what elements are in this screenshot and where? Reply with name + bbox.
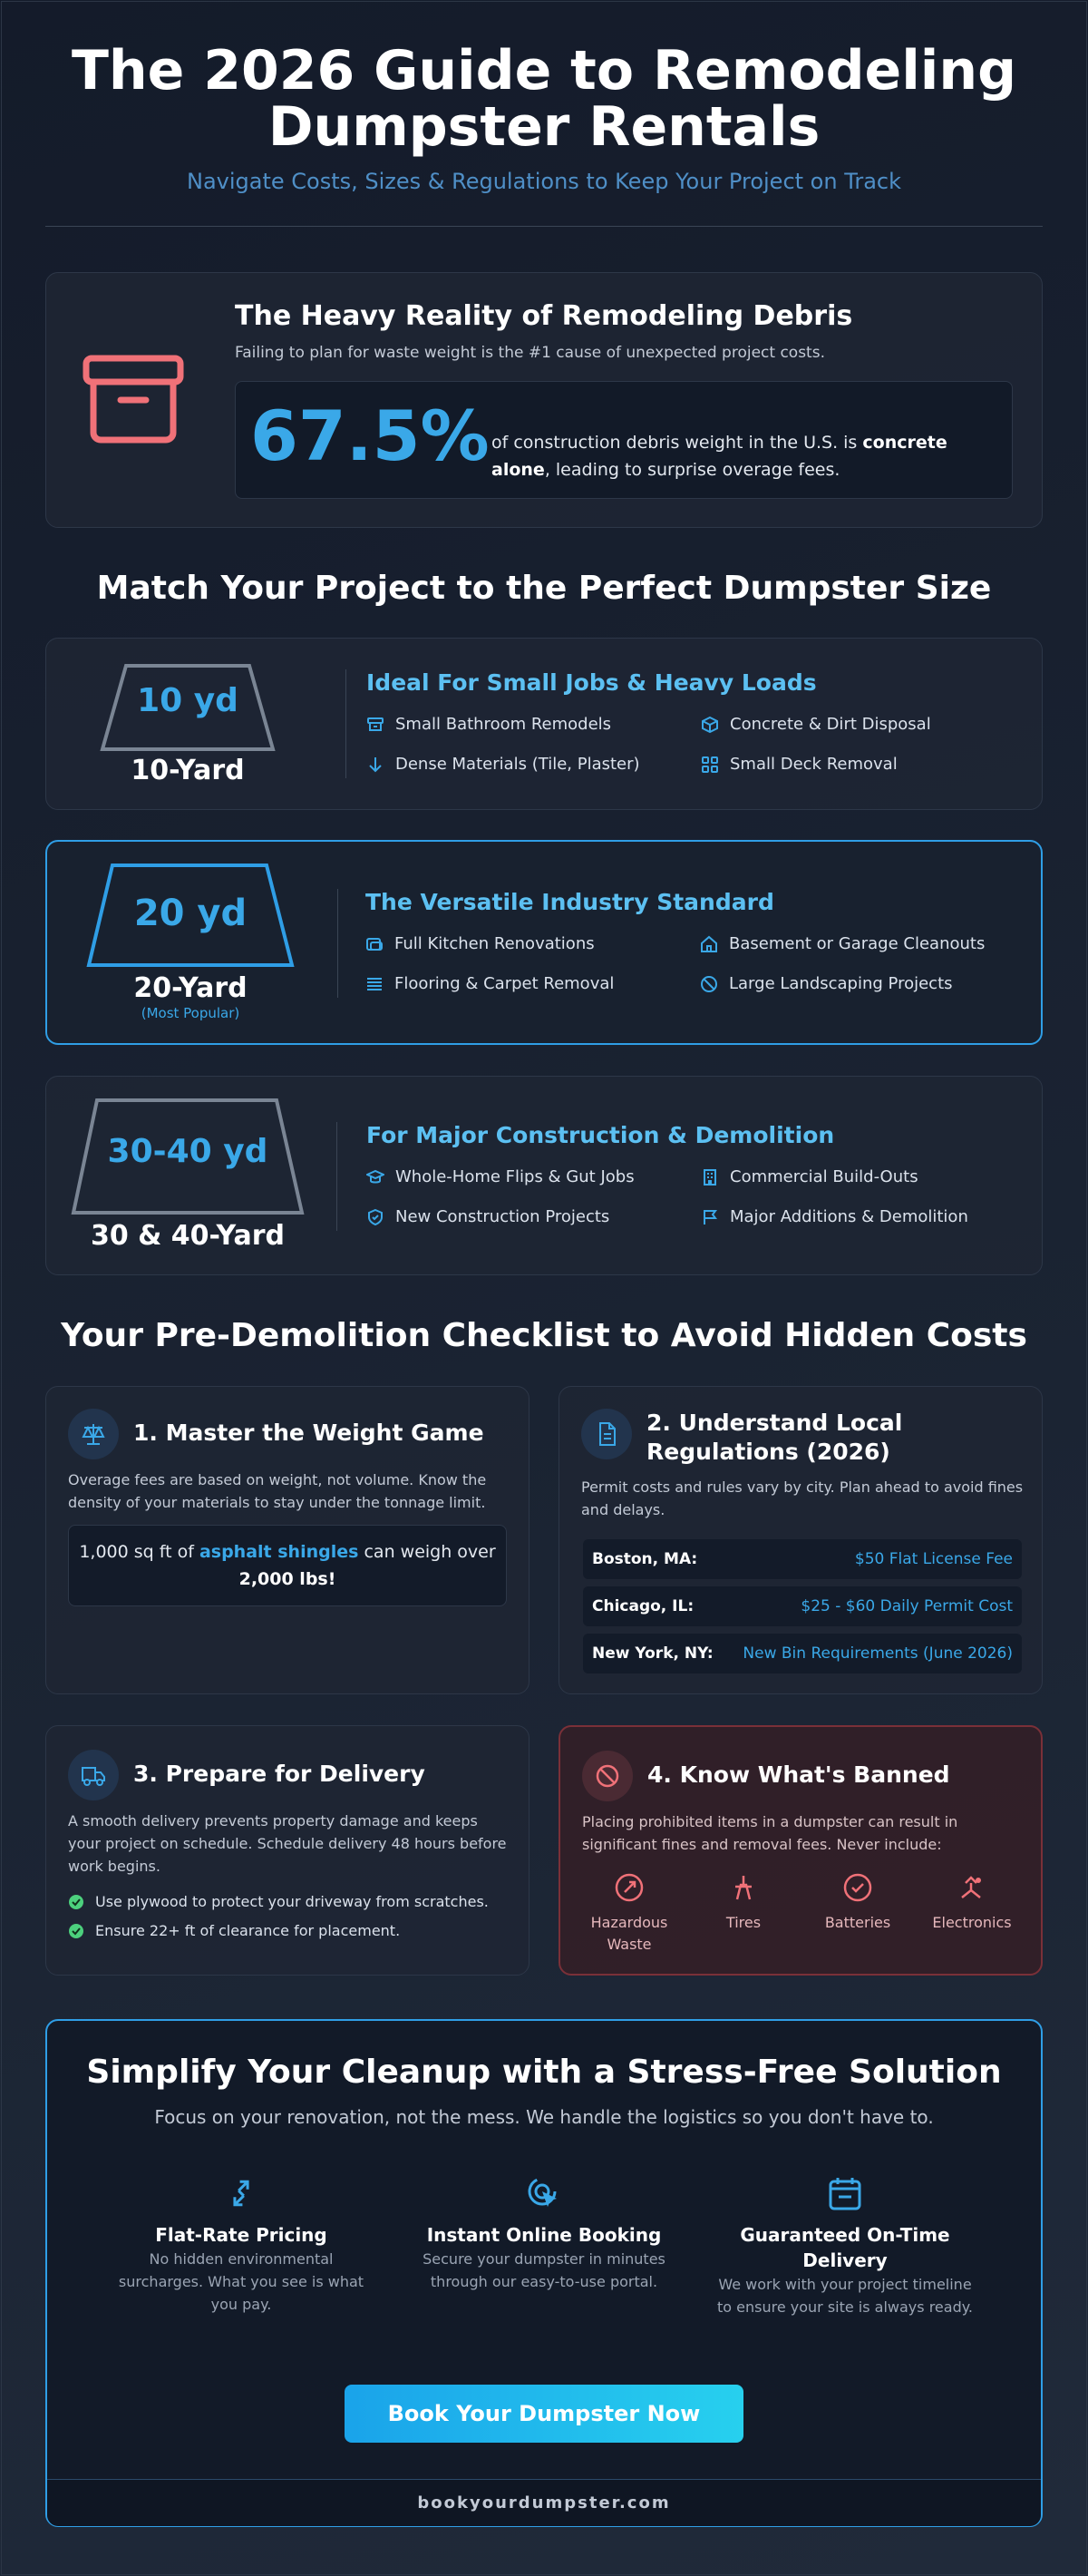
benefit-item — [709, 2222, 981, 2318]
reg-city: Boston, MA: — [592, 1550, 698, 1568]
reg-city: Chicago, IL: — [592, 1597, 695, 1615]
banned-label: Batteries — [824, 1914, 891, 1931]
benefit-item — [105, 2222, 377, 2316]
banned-item — [575, 1872, 684, 1956]
size-card-30-40 — [45, 1076, 1043, 1275]
building-icon — [701, 1168, 719, 1186]
feature-label: Major Additions & Demolition — [730, 1207, 968, 1226]
feature-label: Large Landscaping Projects — [729, 974, 953, 993]
regulations-card — [559, 1386, 1043, 1694]
size-divider — [336, 1122, 337, 1231]
document-icon — [581, 1409, 632, 1459]
banned-label: Tires — [725, 1914, 762, 1931]
check-label: Use plywood to protect your driveway from scratches. — [95, 1893, 489, 1910]
pointer-click-icon — [526, 2175, 562, 2215]
weight-title: 1. Master the Weight Game — [133, 1420, 484, 1446]
sizes-heading: Match Your Project to the Perfect Dumpster Size — [96, 570, 992, 607]
footer-url[interactable]: bookyourdumpster.com — [47, 2479, 1041, 2526]
size-divider — [337, 889, 338, 998]
page-subtitle: Navigate Costs, Sizes & Regulations to Keep Your Project on Track — [186, 169, 901, 194]
banned-item — [918, 1872, 1026, 1934]
callout-text: can weigh over — [364, 1542, 496, 1562]
benefit-desc: Secure your dumpster in minutes through our easy-to-use portal. — [423, 2250, 665, 2290]
benefit-desc: We work with your project timeline to ensure your site is always ready. — [716, 2276, 973, 2316]
size-card-10 — [45, 638, 1043, 810]
size-divider — [345, 669, 346, 778]
cube-icon — [701, 716, 719, 734]
delivery-card — [45, 1725, 529, 1976]
banned-item — [689, 1872, 798, 1934]
checklist-heading: Your Pre-Demolition Checklist to Avoid Hidden Costs — [61, 1317, 1027, 1354]
feature-label: Flooring & Carpet Removal — [394, 974, 615, 993]
size-card-20 — [45, 840, 1043, 1045]
regulation-row — [583, 1634, 1022, 1673]
size-name: 20-Yard — [133, 972, 248, 1004]
weight-card — [45, 1386, 529, 1694]
tire-icon — [728, 1872, 759, 1903]
layers-icon — [365, 975, 384, 993]
arrow-down-icon — [366, 756, 384, 774]
feature-label: Full Kitchen Renovations — [394, 934, 595, 953]
kitchen-icon — [365, 935, 384, 953]
stat-text-part-2: , leading to surprise overage fees. — [544, 460, 840, 480]
size-name: 10-Yard — [131, 755, 245, 786]
reality-title: The Heavy Reality of Remodeling Debris — [235, 300, 853, 332]
regulations-desc: Permit costs and rules vary by city. Plan ahead to avoid fines and delays. — [581, 1478, 1024, 1518]
stat-text-bold: concrete alone — [491, 433, 947, 480]
size-badge: 30-40 yd — [107, 1133, 268, 1170]
reg-value: $50 Flat License Fee — [854, 1550, 1013, 1568]
feature-item — [366, 1207, 609, 1226]
grid-icon — [701, 756, 719, 774]
feature-item — [365, 934, 595, 953]
feature-item — [700, 934, 985, 953]
check-item — [68, 1922, 400, 1939]
weight-callout — [68, 1525, 507, 1606]
delivery-desc: A smooth delivery prevents property damage and keeps your project on schedule. Schedule delivery 48 hours before work begins. — [68, 1812, 507, 1875]
price-tag-icon — [225, 2177, 257, 2213]
regulations-title-line-2: Regulations (2026) — [646, 1439, 890, 1465]
size-badge: 20 yd — [133, 893, 248, 934]
ban-icon — [700, 975, 718, 993]
feature-label: Small Bathroom Remodels — [395, 715, 612, 734]
reg-value: $25 - $60 Daily Permit Cost — [801, 1597, 1013, 1615]
stat-box — [235, 381, 1013, 499]
callout-bold: 2,000 lbs! — [238, 1569, 336, 1589]
size-name: 30 & 40-Yard — [90, 1220, 286, 1252]
benefit-desc: No hidden environmental surcharges. What you see is what you pay. — [118, 2250, 364, 2313]
cta-title: Simplify Your Cleanup with a Stress-Free Solution — [86, 2054, 1002, 2091]
callout-highlight: asphalt shingles — [199, 1542, 359, 1562]
shield-icon — [366, 1208, 384, 1226]
feature-label: Commercial Build-Outs — [730, 1167, 918, 1186]
popular-note: (Most Popular) — [141, 1005, 240, 1021]
battery-icon — [842, 1872, 873, 1903]
feature-label: Small Deck Removal — [730, 755, 898, 774]
hazard-icon — [614, 1872, 645, 1903]
banned-label: Electronics — [932, 1914, 1012, 1931]
regulations-title — [646, 1409, 902, 1467]
banned-card — [559, 1725, 1043, 1976]
size-heading: The Versatile Industry Standard — [365, 889, 774, 915]
stat-text-part-1: of construction debris weight in the U.S. is — [491, 433, 858, 453]
truck-icon — [68, 1750, 119, 1800]
benefit-item — [408, 2222, 680, 2293]
reg-city: New York, NY: — [592, 1644, 714, 1663]
check-item — [68, 1893, 489, 1910]
stat-value: 67.5% — [250, 395, 490, 476]
stat-text — [491, 429, 981, 483]
home-icon — [700, 935, 718, 953]
feature-item — [366, 1167, 635, 1186]
graduation-icon — [366, 1168, 384, 1186]
feature-item — [701, 1207, 968, 1226]
feature-item — [701, 755, 898, 774]
flag-icon — [701, 1208, 719, 1226]
electronics-icon — [957, 1872, 987, 1903]
check-circle-icon — [68, 1894, 84, 1910]
archive-box-icon — [83, 355, 184, 449]
feature-item — [365, 974, 614, 993]
benefit-title: Flat-Rate Pricing — [155, 2224, 327, 2246]
cta-subtitle: Focus on your renovation, not the mess. We handle the logistics so you don't have to. — [154, 2106, 934, 2128]
feature-item — [700, 974, 953, 993]
size-heading: Ideal For Small Jobs & Heavy Loads — [366, 669, 817, 696]
feature-label: Concrete & Dirt Disposal — [730, 715, 931, 734]
feature-label: New Construction Projects — [395, 1207, 610, 1226]
benefit-title: Guaranteed On-Time Delivery — [740, 2224, 950, 2271]
feature-label: Whole-Home Flips & Gut Jobs — [395, 1167, 635, 1186]
feature-item — [701, 715, 931, 734]
feature-item — [366, 755, 640, 774]
size-badge: 10 yd — [137, 682, 238, 719]
feature-item — [366, 715, 611, 734]
calendar-check-icon — [827, 2175, 863, 2215]
page-title-line-2: Dumpster Rentals — [267, 95, 821, 159]
banned-desc: Placing prohibited items in a dumpster can result in significant fines and removal fees. Never include: — [582, 1813, 958, 1853]
book-dumpster-button[interactable]: Book Your Dumpster Now — [345, 2385, 743, 2443]
check-circle-icon — [68, 1923, 84, 1939]
divider — [45, 226, 1043, 227]
feature-item — [701, 1167, 918, 1186]
page-title-line-1: The 2026 Guide to Remodeling — [71, 39, 1017, 102]
regulation-row — [583, 1539, 1022, 1579]
size-heading: For Major Construction & Demolition — [366, 1122, 835, 1148]
banned-label: Hazardous Waste — [590, 1914, 668, 1953]
feature-label: Basement or Garage Cleanouts — [729, 934, 986, 953]
reg-value: New Bin Requirements (June 2026) — [743, 1644, 1013, 1663]
callout-text: 1,000 sq ft of — [79, 1542, 194, 1562]
bathtub-icon — [366, 716, 384, 734]
regulations-title-line-1: 2. Understand Local — [646, 1410, 903, 1436]
regulation-row — [583, 1586, 1022, 1626]
prohibited-icon — [582, 1751, 633, 1801]
banned-title: 4. Know What's Banned — [647, 1761, 950, 1788]
banned-item — [803, 1872, 912, 1934]
scale-icon — [68, 1409, 119, 1459]
reality-desc: Failing to plan for waste weight is the #1 cause of unexpected project costs. — [235, 344, 825, 362]
delivery-title: 3. Prepare for Delivery — [133, 1761, 425, 1787]
weight-desc: Overage fees are based on weight, not volume. Know the density of your materials to stay under the tonnage limit. — [68, 1471, 487, 1511]
benefit-title: Instant Online Booking — [426, 2224, 662, 2246]
check-label: Ensure 22+ ft of clearance for placement. — [95, 1922, 401, 1939]
feature-label: Dense Materials (Tile, Plaster) — [395, 755, 640, 774]
